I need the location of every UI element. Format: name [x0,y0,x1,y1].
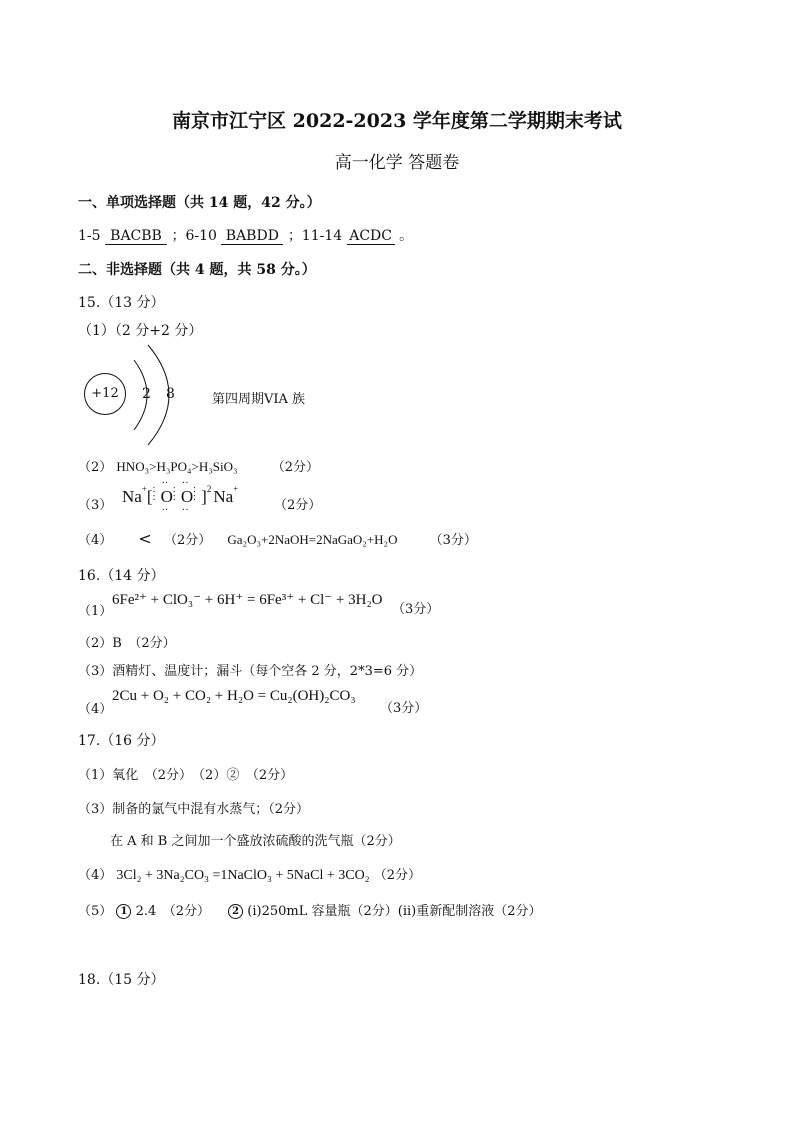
section-2-title: 二、非选择题（共 4 题，共 58 分。） [78,262,316,278]
q17-part3b: 在 A 和 B 之间加一个盛放浓硫酸的洗气瓶（2分） [110,834,401,849]
q15-part4-label: （4） [78,533,113,548]
q16-heading: 16.（14 分） [78,568,165,584]
atom-nucleus: +12 [84,373,126,415]
choice-answer-2: BABDD [221,228,283,245]
chlorine-balance-equation: 3Cl₂ + 3Na₂CO₃ =1NaClO₃ + 5NaCl + 3CO₂ [116,868,370,883]
q16-part2: （2）B （2分） [78,636,176,651]
q17-part5-answer1: 2.4 （2分） [135,904,211,919]
sodium-ion-left: Na [122,487,142,506]
q17-part4-score: （2分） [373,868,421,883]
shell-1-electrons: 2 [142,386,151,402]
choice-answer-1: BACBB [105,228,167,245]
comparison-symbol: < [138,529,152,548]
electron-shell-arcs [120,340,190,450]
q17-part1-2: （1）氧化 （2分） （2）② （2分） [78,768,294,783]
copper-rust-equation: 2Cu + O₂ + CO₂ + H₂O = Cu₂(OH)₂CO₃ [112,688,356,704]
choice-range-1: 1-5 [78,228,101,244]
choice-end: 。 [399,228,414,244]
q15-part4-score1: （2分） [163,533,212,548]
q15-part4-score2: （3分） [429,533,477,548]
q16-part4-label: （4） [78,702,113,717]
sodium-ion-right: Na [213,487,234,506]
q17-part3a: （3）制备的氯气中混有水蒸气；（2分） [78,802,310,817]
q15-heading: 15.（13 分） [78,295,165,311]
period-group-answer: 第四周期VIA 族 [212,392,306,407]
q15-part1: （1）（2 分+2 分） [78,323,203,339]
choice-range-2: ；6-10 [171,228,217,244]
q17-heading: 17.（16 分） [78,733,165,749]
sodium-charge-right: + [233,484,239,494]
iron-oxidation-equation: 6Fe²⁺ + ClO₃⁻ + 6H⁺ = 6Fe³⁺ + Cl⁻ + 3H₂O [112,592,383,608]
q16-part1-label: （1） [78,604,113,619]
peroxide-charge: 2 [206,484,212,494]
gallium-equation: Ga₂O₃+2NaOH=2NaGaO₂+H₂O [227,532,398,547]
q17-part4 [78,864,421,884]
q17-part5 [78,900,542,919]
q15-part4 [78,529,477,548]
page-subtitle: 高一化学 答题卷 [334,153,460,173]
q15-part3-label: （3） [78,498,113,513]
circled-number-2: 2 [228,904,243,919]
acid-strength-order: HNO₃>H₃PO₄>H₃SiO₃ [116,459,238,474]
section-1-title: 一、单项选择题（共 14 题，42 分。） [78,195,321,211]
oxygen-atom-2: O [180,487,194,506]
q17-part5-answer2: (i)250mL 容量瓶（2分）(ii)重新配制溶液（2分） [247,904,542,919]
sodium-charge-left: + [141,484,147,494]
q15-part2-score: （2分） [271,460,319,475]
q16-part3: （3）酒精灯、温度计；漏斗（每个空各 2 分，2*3=6 分） [78,664,423,679]
q15-part3-score: （2分） [274,498,322,513]
q17-part5-label: （5） [78,904,113,919]
circled-number-1: 1 [116,904,131,919]
choice-range-3: ；11-14 [287,228,343,244]
q15-part2-label: （2） [78,460,113,475]
electron-dot-formula: Na+[: : ·· O ·· : : ·· O ·· : : ]$^2$ Na+ [122,478,239,516]
page-title: 南京市江宁区 2022-2023 学年度第二学期期末考试 [172,110,622,132]
q16-part4-score: （3分） [380,701,428,716]
shell-2-electrons: 8 [166,386,175,402]
oxygen-atom-1: O [160,487,173,506]
q16-part1-score: （3分） [392,602,440,617]
choice-answers-row [78,225,413,245]
q17-part4-label: （4） [78,868,113,883]
q15-part2 [78,456,319,475]
q18-heading: 18.（15 分） [78,972,165,988]
choice-answer-3: ACDC [347,228,395,245]
